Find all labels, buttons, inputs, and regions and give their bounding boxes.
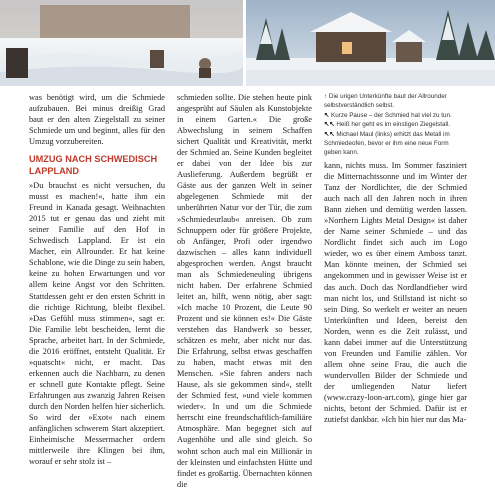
section-heading: UMZUG NACH SCHWEDISCH LAPPLAND <box>29 154 158 176</box>
column-1-intro-text: was benötigt wird, um die Schmiede aufzubauen. Bei minus dreißig Grad baut er den alten Ziegelstall zu seiner Schmiede um und beginnt, alles für den Umzug vorzubereiten. <box>29 93 165 147</box>
caption-marker: ↖↖ <box>324 130 335 138</box>
column-2-body-text: schmieden sollte. Die stehen heute pink angesprüht auf Säulen als Kunstobjekte in einem Garten.« Die große Abwechslung in seinem Schaffen sichert Qualität und Kreativität, merkt der Schmied an. Seine Kunden begleitet er dabei von der Idee bis zur Auslieferung. Außerdem begrüßt er Gäste aus der ganzen Welt in seiner abgelegenen Schmiede mit der unberührten Natur vor der Tür, die zum »Schmiedeurlaub« anreisen. Ob zum Schnuppern oder für größere Projekte, ob Anfänger, Profi oder irgendwo dazwischen – alles kann individuell abgesprochen werden. Angst braucht man als Schmiedeneuling übrigens nicht haben. Der erfahrene Schmied leitet an, hilft, wenn nötig, aber sagt: »Ich mache 10 Prozent, die Leute 90 Prozent und sie können es!« Die Gäste verstehen das Handwerk so besser, schätzen es mehr, aber nicht nur das. Die Erfahrung, selbst etwas geschaffen zu haben, macht etwas mit den Menschen. »Sie fahren anders nach Hause, als sie gekommen sind«, stellt der Schmied fest, »und viele kommen wieder«. In und um die Schmiede herrscht eine freundschaftlich-familiäre Atmosphäre. Man begegnet sich auf Augenhöhe und alle sind gleich. So wohnt schon auch mal ein Millionär in der kleinsten und einfachsten Hütte und findet es großartig. Übernachten können die <box>177 93 312 489</box>
photo-strip <box>0 0 495 86</box>
caption-marker: ↖↖ <box>324 121 335 129</box>
snow-workshop-photo <box>0 0 243 86</box>
column-1-body-text: »Du brauchst es nicht versuchen, du musst es machen!«, hatte ihm ein Freund in Kanada gesagt. Weihnachten 2015 tut er genau das und zieht mit seiner Familie auf den Hof in Schwedisch Lappland. Er ist ein Macher, ein Allrounder. Er hat keine Schablone, wie die Dinge zu sein haben, keine zu hohen Erwartungen und vor allem keine Angst vor den Schritten. Stattdessen geht er den ersten Schritt in die richtige Richtung, bleibt flexibel. »Das Gefühl muss stimmen«, sagt er. Die Familie lebt bescheiden, lernt die Sprache, arbeitet hart. In der Schmiede, die 2016 eröffnet, entsteht Qualität. Er »quatscht« nicht, er macht. Das erkennen auch die Nachbarn, zu denen er schnell gute Kontakte pflegt. Seine Erfahrungen aus zwanzig Jahren Reisen durch den Norden helfen hier sicherlich. So wird der »Exot« nach einem anfänglichen schwerem Start akzeptiert. Einheimische Messermacher ordern mittlerweile ihre Klingen bei ihm, worauf er sehr stolz ist – <box>29 181 165 467</box>
winter-forest-photo <box>246 0 495 86</box>
caption-line <box>324 111 467 120</box>
article-column-1 <box>29 92 165 467</box>
column-3-body-text: kann, nichts muss. Im Sommer fasziniert die Mitternachtssonne und im Winter der Tanz der Nordlichter, die der Schmied auch nach all den Jahren noch in ihren Bann ziehen und demütig werden lassen. »Northern Lights Metal Design« ist daher der Name seiner Schmiede – und das Nordlicht findet sich auch im Logo wieder, wo es über einem Amboss tanzt. Man könnte meinen, der Schmied sei angekommen und in gewisser Weise ist er das auch. Doch das Nordlandfieber wird man nicht los, und Stillstand ist nicht so sein Ding. So werkelt er weiter an neuen Unterkünften und Ideen, bereist den Norden, wenn es die Zeit zulässt, und kann dabei immer auf die Unterstützung von Freunden und Familie zählen. Vor allem ohne seine Frau, die auch die wundervollen Bilder der Schmiede und der umliegenden Natur liefert (www.crazy-loon-art.com), ginge hier gar nichts, betont der Schmied. Dafür ist er zutiefst dankbar. »Ich bin hier nur das Ma- <box>324 161 467 425</box>
caption-text: Heiß her geht es im einstigen Ziegelstall. <box>336 121 451 129</box>
article-column-2 <box>177 92 312 490</box>
article-column-3 <box>324 160 467 425</box>
caption-text: Michael Maul (links) erhitzt das Metall im Schmiedeofen, bevor er ihm eine neue Form geben kann. <box>324 130 450 157</box>
caption-line <box>324 92 467 111</box>
caption-text: Die urigen Unterkünfte baut der Allrounder selbstverständlich selbst. <box>324 93 447 110</box>
caption-marker: ↖ <box>324 111 330 119</box>
caption-line <box>324 130 467 158</box>
caption-line <box>324 120 467 129</box>
caption-text: Kurze Pause – der Schmied hat viel zu tun. <box>331 111 452 119</box>
caption-marker: ↑ <box>324 93 328 100</box>
photo-captions <box>324 92 467 158</box>
